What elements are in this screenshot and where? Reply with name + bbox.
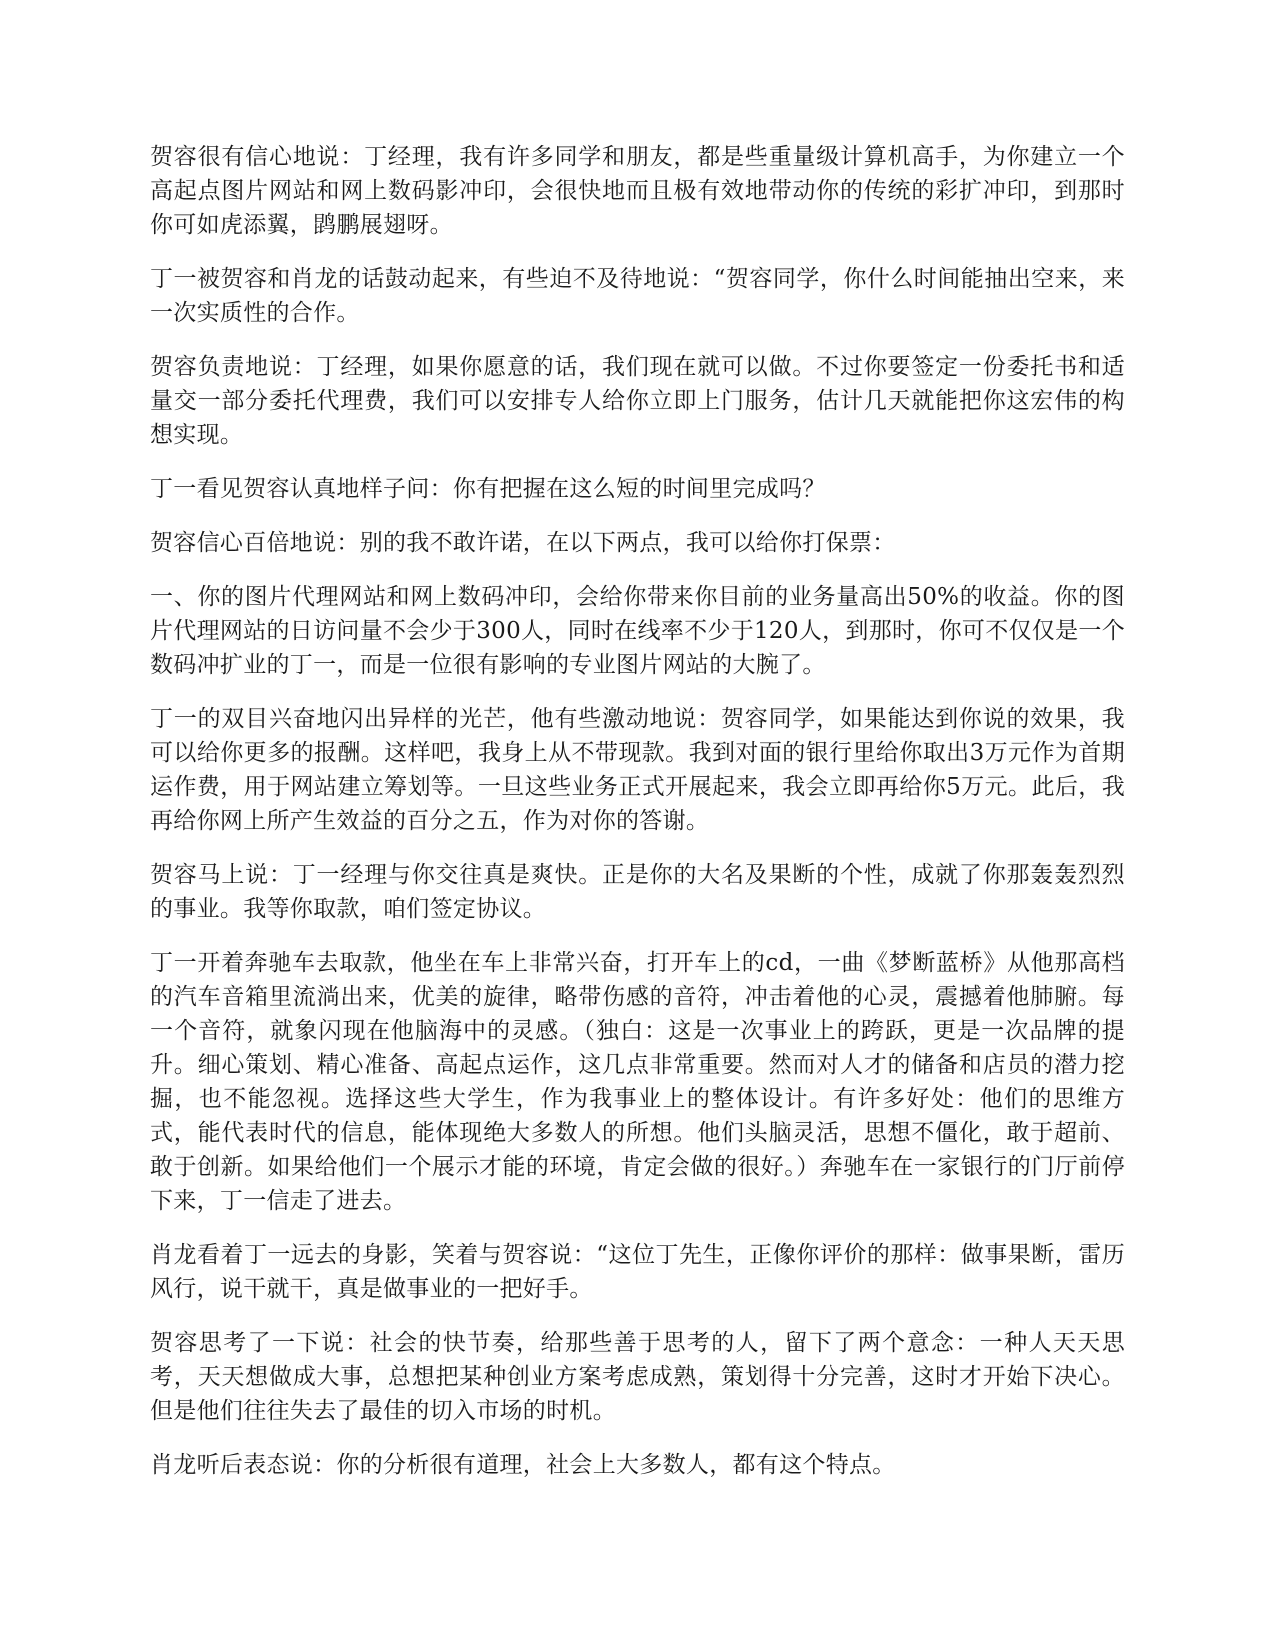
paragraph: 贺容负责地说：丁经理，如果你愿意的话，我们现在就可以做。不过你要签定一份委托书和适量交一部分委托代理费，我们可以安排专人给你立即上门服务，估计几天就能把你这宏伟的构想实现。 xyxy=(150,354,1125,448)
paragraph: 肖龙看着丁一远去的身影，笑着与贺容说：“这位丁先生，正像你评价的那样：做事果断，雷历风行，说干就干，真是做事业的一把好手。 xyxy=(150,1242,1125,1302)
paragraph: 丁一开着奔驰车去取款，他坐在车上非常兴奋，打开车上的cd，一曲《梦断蓝桥》从他那高档的汽车音箱里流淌出来，优美的旋律，略带伤感的音符，冲击着他的心灵，震撼着他肺腑。每一个音符，就象闪现在他脑海中的灵感。（独白：这是一次事业上的跨跃，更是一次品牌的提升。细心策划、精心准备、高起点运作，这几点非常重要。然而对人才的储备和店员的潜力挖掘，也不能忽视。选择这些大学生，作为我事业上的整体设计。有许多好处：他们的思维方式，能代表时代的信息，能体现绝大多数人的所想。他们头脑灵活，思想不僵化，敢于超前、敢于创新。如果给他们一个展示才能的环境，肯定会做的很好。）奔驰车在一家银行的门厅前停下来，丁一信走了进去。 xyxy=(150,950,1125,1214)
paragraph: 肖龙听后表态说：你的分析很有道理，社会上大多数人，都有这个特点。 xyxy=(150,1452,896,1478)
paragraph: 贺容马上说：丁一经理与你交往真是爽快。正是你的大名及果断的个性，成就了你那轰轰烈烈的事业。我等你取款，咱们签定协议。 xyxy=(150,862,1125,922)
paragraph: 贺容信心百倍地说：别的我不敢许诺，在以下两点，我可以给你打保票： xyxy=(150,530,896,556)
document-body xyxy=(150,140,1125,1502)
paragraph: 贺容很有信心地说：丁经理，我有许多同学和朋友，都是些重量级计算机高手，为你建立一个高起点图片网站和网上数码影冲印，会很快地而且极有效地带动你的传统的彩扩冲印，到那时你可如虎添翼，鹍鹏展翅呀。 xyxy=(150,144,1125,238)
paragraph: 贺容思考了一下说：社会的快节奏，给那些善于思考的人，留下了两个意念：一种人天天思考，天天想做成大事，总想把某种创业方案考虑成熟，策划得十分完善，这时才开始下决心。但是他们往往失去了最佳的切入市场的时机。 xyxy=(150,1330,1125,1424)
paragraph: 一、你的图片代理网站和网上数码冲印，会给你带来你目前的业务量高出50%的收益。你的图片代理网站的日访问量不会少于300人，同时在线率不少于120人，到那时，你可不仅仅是一个数码冲扩业的丁一，而是一位很有影响的专业图片网站的大腕了。 xyxy=(150,584,1125,678)
paragraph: 丁一的双目兴奋地闪出异样的光芒，他有些激动地说：贺容同学，如果能达到你说的效果，我可以给你更多的报酬。这样吧，我身上从不带现款。我到对面的银行里给你取出3万元作为首期运作费，用于网站建立筹划等。一旦这些业务正式开展起来，我会立即再给你5万元。此后，我再给你网上所产生效益的百分之五，作为对你的答谢。 xyxy=(150,706,1125,834)
paragraph: 丁一被贺容和肖龙的话鼓动起来，有些迫不及待地说：“贺容同学，你什么时间能抽出空来，来一次实质性的合作。 xyxy=(150,266,1125,326)
paragraph: 丁一看见贺容认真地样子问：你有把握在这么短的时间里完成吗？ xyxy=(150,476,826,502)
